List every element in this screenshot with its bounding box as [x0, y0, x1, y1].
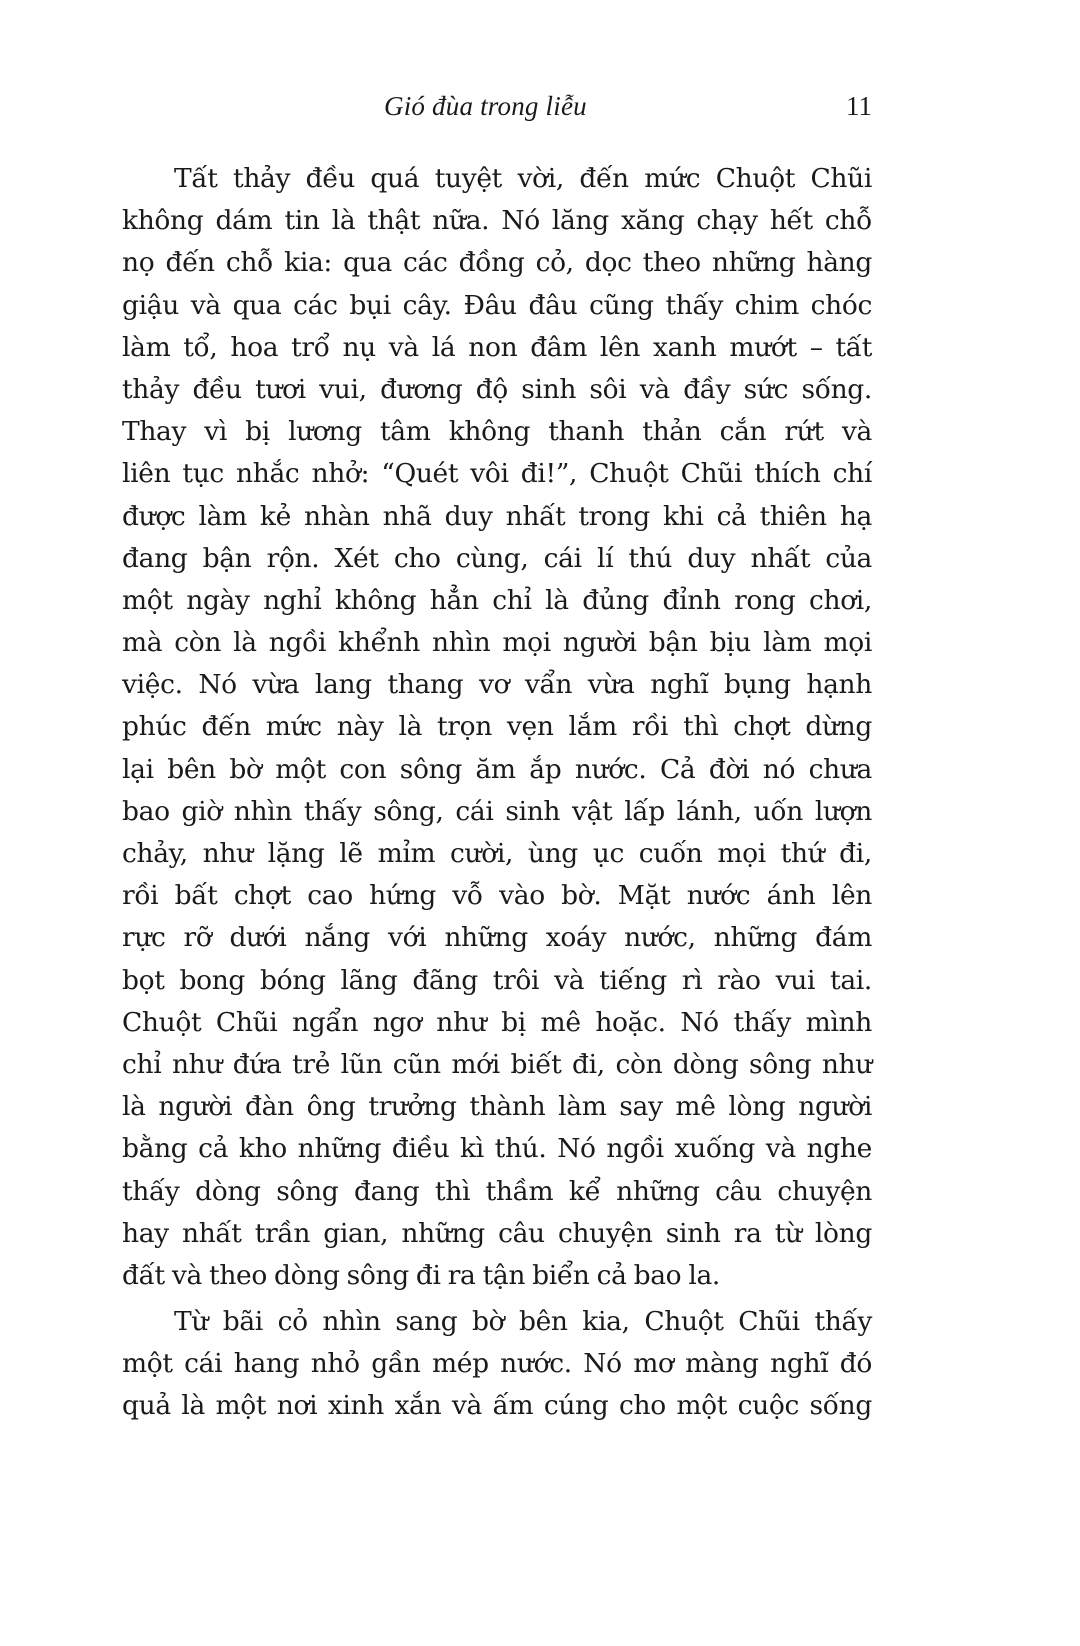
text-line: rực rỡ dưới nắng với những xoáy nước, những đám: [122, 922, 872, 954]
text-line: chỉ như đứa trẻ lũn cũn mới biết đi, còn dòng sông như: [122, 1048, 872, 1080]
text-line: một cái hang nhỏ gần mép nước. Nó mơ màng nghĩ đó: [122, 1348, 872, 1380]
paragraph-2: [122, 1301, 872, 1428]
text-line: bằng cả kho những điều kì thú. Nó ngồi xuống và nghe: [122, 1133, 872, 1165]
text-line: thảy đều tươi vui, đương độ sinh sôi và đầy sức sống.: [122, 373, 872, 405]
text-line: là người đàn ông trưởng thành làm say mê lòng người: [122, 1091, 872, 1123]
text-line: việc. Nó vừa lang thang vơ vẩn vừa nghĩ bụng hạnh: [122, 669, 872, 701]
text-line: giậu và qua các bụi cây. Đâu đâu cũng thấy chim chóc: [122, 289, 872, 321]
paragraph-1: [122, 158, 872, 1297]
text-line: một ngày nghỉ không hẳn chỉ là đủng đỉnh rong chơi,: [122, 584, 872, 616]
text-line: rồi bất chợt cao hứng vỗ vào bờ. Mặt nước ánh lên: [122, 880, 872, 912]
text-line: mà còn là ngồi khểnh nhìn mọi người bận bịu làm mọi: [122, 627, 872, 659]
text-line: bọt bong bóng lãng đãng trôi và tiếng rì rào vui tai.: [122, 964, 872, 996]
text-line: lại bên bờ một con sông ăm ắp nước. Cả đời nó chưa: [122, 753, 872, 785]
running-header: [122, 88, 872, 128]
body-text: [122, 158, 872, 1428]
text-line: liên tục nhắc nhở: “Quét vôi đi!”, Chuột Chũi thích chí: [122, 458, 872, 490]
text-line: hay nhất trần gian, những câu chuyện sinh ra từ lòng: [122, 1217, 872, 1249]
text-line: không dám tin là thật nữa. Nó lăng xăng chạy hết chỗ: [122, 205, 872, 237]
text-line: chảy, như lặng lẽ mỉm cười, ùng ục cuốn mọi thứ đi,: [122, 838, 872, 869]
text-line: Chuột Chũi ngẩn ngơ như bị mê hoặc. Nó thấy mình: [122, 1006, 872, 1038]
page-number: 11: [846, 91, 872, 121]
text-line: bao giờ nhìn thấy sông, cái sinh vật lấp lánh, uốn lượn: [122, 795, 872, 827]
text-line: đang bận rộn. Xét cho cùng, cái lí thú duy nhất của: [122, 542, 872, 574]
text-line: quả là một nơi xinh xắn và ấm cúng cho một cuộc sống: [122, 1390, 872, 1422]
text-line: nọ đến chỗ kia: qua các đồng cỏ, dọc theo những hàng: [122, 247, 872, 279]
text-line: Từ bãi cỏ nhìn sang bờ bên kia, Chuột Chũi thấy: [174, 1306, 872, 1338]
text-line: phúc đến mức này là trọn vẹn lắm rồi thì chợt dừng: [122, 711, 872, 743]
text-line: thấy dòng sông đang thì thầm kể những câu chuyện: [122, 1175, 872, 1207]
text-line: đất và theo dòng sông đi ra tận biển cả bao la.: [122, 1259, 721, 1291]
text-line: được làm kẻ nhàn nhã duy nhất trong khi cả thiên hạ: [122, 500, 872, 532]
text-line: Thay vì bị lương tâm không thanh thản cắn rứt và: [122, 416, 872, 448]
text-line: Tất thảy đều quá tuyệt vời, đến mức Chuột Chũi: [174, 163, 872, 194]
running-title: Gió đùa trong liễu: [384, 91, 587, 121]
text-line: làm tổ, hoa trổ nụ và lá non đâm lên xanh mướt – tất: [122, 331, 872, 363]
